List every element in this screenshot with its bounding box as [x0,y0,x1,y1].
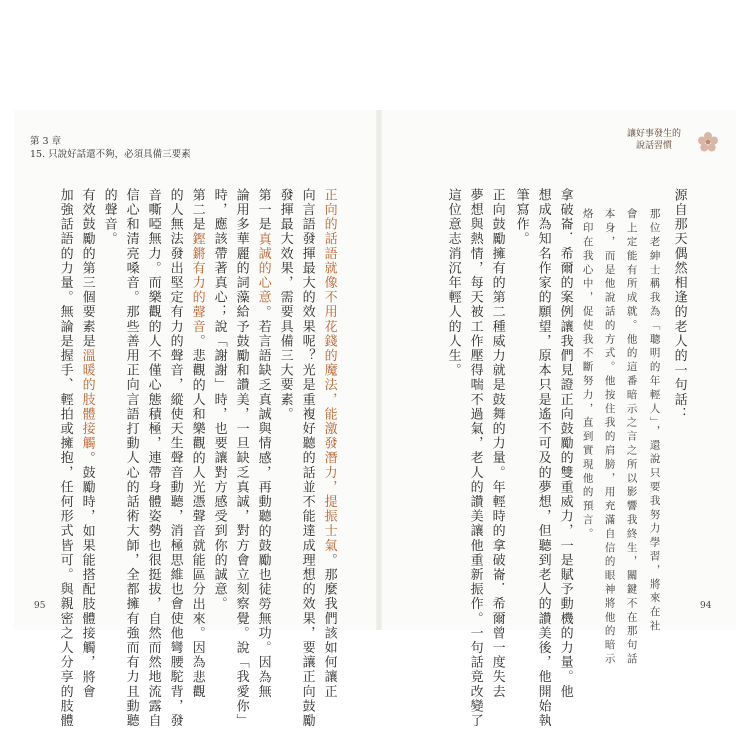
body-text: 第一是 [255,188,271,232]
body-text: 正向鼓勵擁有的第二種威力就是鼓舞的力量。年輕時的拿破崙．希爾曾一度失去 [489,188,505,699]
running-header-left [30,135,191,161]
right-page-column [514,188,528,246]
left-page-column [124,188,138,728]
book-gutter [376,110,382,630]
left-page-column [58,188,72,728]
right-page-column [490,188,504,699]
left-page-column [256,188,270,699]
right-page-column [672,188,686,422]
body-text: 想成為知名作家的願望，原本只是遙不可及的夢想，但聽到老人的讚美後，他開始執 [535,188,551,729]
right-page-column [468,188,482,728]
left-page-column [234,188,248,728]
body-text: 。那麼我們該如何讓正 [321,553,337,699]
body-text: 源自那天偶然相逢的老人的一句話： [671,188,687,422]
body-text: 拿破崙．希爾的案例讓我們見證正向鼓勵的雙重威力，一是賦予動機的力量。他 [557,188,573,699]
left-page-column [190,188,204,699]
body-text: 加強話語的力量。無論是握手、輕拍或擁抱，任何形式皆可。與親密之人分享的肢體 [57,188,73,729]
body-text: 時，應該帶著真心；說「謝謝」時，也要讓對方感受到你的誠意。 [211,188,227,612]
page-number-left: 95 [34,601,46,611]
left-page-column [168,188,182,728]
highlighted-text: 鏗鏘有力的聲音 [189,231,205,335]
body-text: 信心和清亮嗓音。那些善用正向言語打動人心的話術大師，全都擁有強而有力且動聽 [123,188,139,729]
highlighted-text: 溫暖的肢體接觸 [79,348,95,451]
body-text: 論用多華麗的詞藻給予鼓勵和讚美，一旦缺乏真誠，對方會立刻察覺。說「我愛你」 [233,188,249,729]
body-text: 烙印在我心中，促使我不斷努力，直到實現他的預言。 [581,208,594,542]
right-page-column [536,188,550,728]
left-page-column [212,188,226,611]
body-text: 的人無法發出堅定有力的聲音，縱使天生聲音動聽，消極思維也會使他彎腰駝背，發 [167,188,183,729]
running-header-right [622,128,686,152]
left-page-column [300,188,314,728]
book-title-line-2: 說話習慣 [635,141,672,151]
left-page-column [80,188,94,699]
section-title: 15. 只說好話還不夠，必須具備三要素 [30,149,191,160]
body-text: 發揮最大效果，需要具備三大要素。 [277,188,293,422]
right-page-column [624,208,638,667]
body-text: 。鼓勵時，如果能搭配肢體接觸，將會 [79,450,95,700]
right-page-column [558,188,572,699]
body-text: 。若言語缺乏真誠與情感，再動聽的鼓勵也徒勞無功。因為無 [255,304,271,700]
body-text: 筆寫作。 [513,188,529,247]
left-page-column [102,188,116,246]
body-text: 會上定能有所成就。他的這番暗示之言之所以影響我終生，關鍵不在那句話 [625,208,638,667]
body-text: 的聲音。 [101,188,117,247]
body-text: 。悲觀的人和樂觀的人光憑聲音就能區分出來。因為悲觀 [189,334,205,700]
body-text: 夢想與熱情，每天被工作壓得喘不過氣，老人的讚美讓他重新振作。一句話竟改變了 [467,188,483,729]
chapter-label: 第 3 章 [30,136,62,147]
body-text: 有效鼓勵的第三個要素是 [79,188,95,349]
body-text: 那位老紳士稱我為「聰明的年輕人」，還說只要我努力學習，將來在社 [648,208,661,634]
body-text: 音嘶啞無力。而樂觀的人不僅心態積極，連帶身體姿勢也很挺拔，自然而然地流露自 [145,188,161,729]
right-page-column [580,208,594,542]
body-text: 本身，而是他說話的方式。他按住我的肩膀，用充滿自信的眼神將他的暗示 [603,208,616,667]
left-page-column [278,188,292,422]
highlighted-text: 正向的話語就像不用花錢的魔法，能激發潛力，提振士氣 [321,188,337,553]
book-title-line-1: 讓好事發生的 [626,129,681,139]
left-page-column [146,188,160,728]
body-text: 第二是 [189,188,205,232]
body-text: 向言語發揮最大的效果呢？光是重複好聽的話並不能達成理想的效果，要讓正向鼓勵 [299,188,315,729]
highlighted-text: 真誠的心意 [255,231,271,305]
left-page-column [322,188,336,699]
right-page-column [602,208,616,667]
flower-icon [697,131,719,153]
page-number-right: 94 [700,601,712,611]
right-page-column [647,208,661,634]
right-page-column [446,188,460,378]
body-text: 這位意志消沉年輕人的人生。 [445,188,461,378]
